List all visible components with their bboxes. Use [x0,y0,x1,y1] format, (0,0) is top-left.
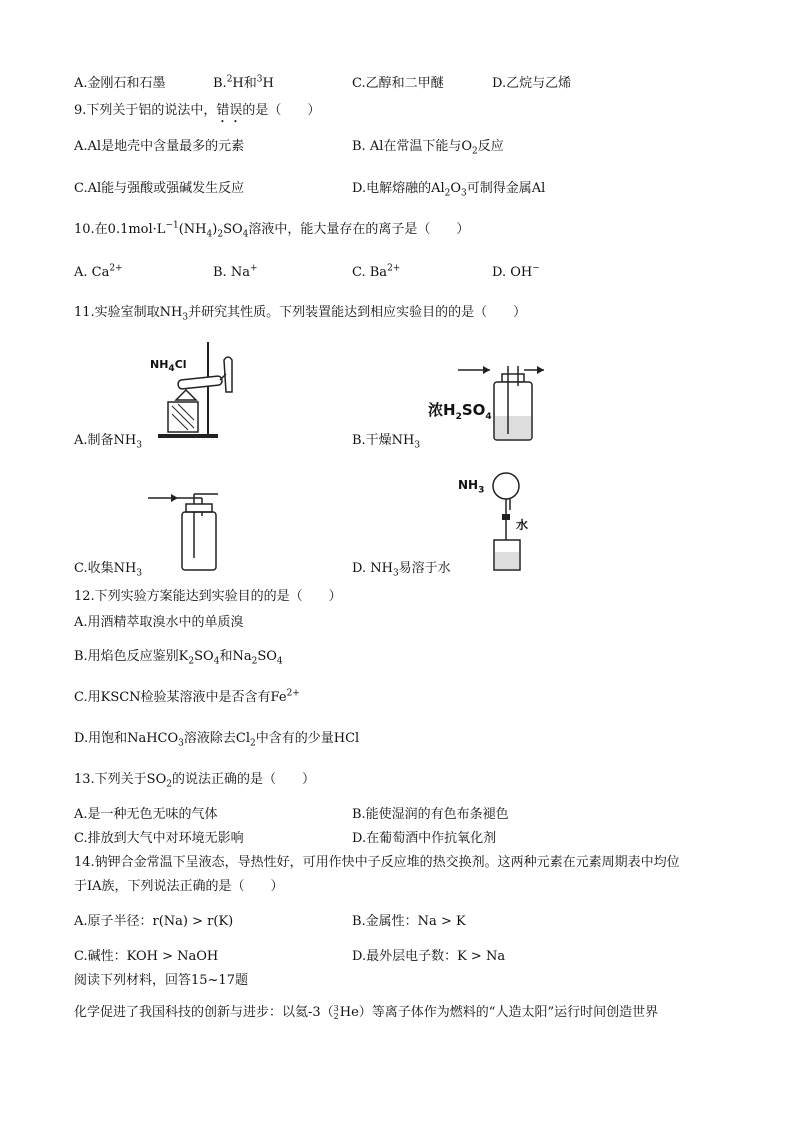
q8-option-c: C.乙醇和二甲醚 [352,76,444,91]
q11-option-a: A.制备$NH_3$ [74,433,142,451]
q13-option-c: C.排放到大气中对环境无影响 [74,831,244,846]
q10-stem: 10.在$0.1mol\cdot L^{-1}(NH_4)_2SO_4$溶液中，能大量存在的离子是（ ） [74,220,470,240]
q11-option-d: D. $NH_3$易溶于水 [352,561,451,579]
q8-option-a: A.金刚石和石墨 [74,76,166,91]
figure-a-label: $NH_4Cl$ [150,358,187,375]
q9-option-d: D.电解熔融的$Al_2O_3$可制得金属Al [352,181,546,199]
q12-option-b: B.用焰色反应鉴别$K_2SO_4$和$Na_2SO_4$ [74,649,283,667]
figure-d-fountain-apparatus [458,470,538,574]
q12-option-d: D.用饱和NaHCO$_3$溶液除去$Cl_2$中含有的少量HCl [74,731,360,749]
q8-option-b: B.$^2$H和$^3$H [213,74,274,91]
q14-option-d: D.最外层电子数：K > Na [352,949,506,964]
q11-option-b: B.干燥$NH_3$ [352,433,421,451]
reading-paragraph: 化学促进了我国科技的创新与进步：以氦-3（ 3 2 He）等离子体作为燃料的“人造太阳”运行时间创造世界 [74,1003,659,1021]
q9-option-c: C.Al能与强酸或强碱发生反应 [74,181,245,196]
q14-option-b: B.金属性：Na > K [352,914,466,929]
q9-stem: 9.下列关于铝的说法中，错误的是（ ） [74,103,321,118]
q10-option-b: B. Na+ [213,263,258,280]
q9-option-b: B. Al在常温下能与$O_2$反应 [352,139,504,157]
figure-d-water-label: 水 [516,518,529,532]
q10-option-c: C. $Ba^{2+}$ [352,263,401,280]
figure-b-label: 浓$H_2SO_4$ [428,401,492,422]
q12-option-c: C.用KSCN检验某溶液中是否含有$Fe^{2+}$ [74,688,300,705]
q11-option-c: C.收集$NH_3$ [74,561,143,579]
q13-option-b: B.能使湿润的有色布条褪色 [352,807,509,822]
q14-option-a: A.原子半径：r(Na) > r(K) [74,914,234,929]
q9-option-a: A.Al是地壳中含量最多的元素 [74,139,245,154]
q14-stem-line1: 14.钠钾合金常温下呈液态，导热性好，可用作快中子反应堆的热交换剂。这两种元素在元素周期表中均位 [74,855,680,870]
q14-option-c: C.碱性：KOH > NaOH [74,949,219,964]
q8-option-d: D.乙烷与乙烯 [492,76,572,91]
q12-option-a: A.用酒精萃取溴水中的单质溴 [74,615,244,630]
reading-intro: 阅读下列材料，回答15~17题 [74,973,248,988]
q13-option-d: D.在葡萄酒中作抗氧化剂 [352,831,497,846]
q12-stem: 12.下列实验方案能达到实验目的的是（ ） [74,589,342,604]
figure-a-heating-apparatus [148,340,248,440]
figure-d-label: $NH_3$ [458,478,485,496]
figure-b-drying-bottle [428,356,548,446]
figure-c-collection-bottle [148,486,228,576]
q10-option-d: D. OH− [492,263,540,280]
q13-option-a: A.是一种无色无味的气体 [74,807,218,822]
q11-stem: 11.实验室制取$NH_3$并研究其性质。下列装置能达到相应实验目的的是（ ） [74,305,527,323]
q13-stem: 13.下列关于$SO_2$的说法正确的是（ ） [74,772,315,790]
q14-stem-line2: 于IA族，下列说法正确的是（ ） [74,879,284,894]
q10-option-a: A. $Ca^{2+}$ [74,263,123,280]
